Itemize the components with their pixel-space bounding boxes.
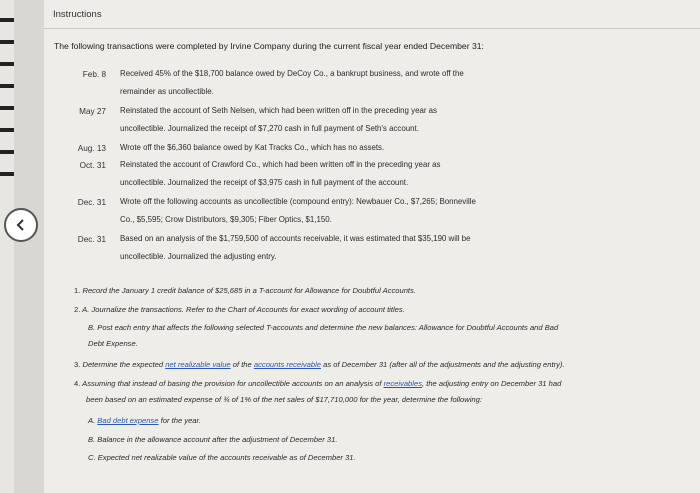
question-number: 1.: [74, 286, 81, 295]
tx-line: uncollectible. Journalized the receipt of $3,975 cash in full payment of the account.: [120, 178, 409, 187]
tx-text: [120, 193, 560, 229]
question-number: 2.: [74, 305, 81, 314]
tx-line: Reinstated the account of Crawford Co., which had been written off in the preceding year as: [120, 160, 441, 169]
instructions-panel: [44, 0, 700, 493]
question-number: 4.: [74, 379, 81, 388]
tx-line: Wrote off the $6,360 balance owed by Kat Tracks Co., which has no assets.: [120, 143, 385, 152]
question-4a: [88, 415, 201, 427]
tx-text: [120, 65, 560, 101]
tx-date: Oct. 31: [79, 161, 106, 170]
question-text: as of December 31 (after all of the adjustments and the adjusting entry).: [321, 360, 565, 369]
question-text: Determine the expected: [82, 360, 166, 369]
question-4: [74, 378, 684, 406]
intro-text: The following transactions were completed by Irvine Company during the current fiscal year ended December 31:: [54, 41, 484, 51]
question-text: A. Journalize the transactions. Refer to the Chart of Accounts for exact wording of account titles.: [82, 305, 405, 314]
tx-date: May 27: [79, 107, 106, 116]
question-4c: C. Expected net realizable value of the accounts receivable as of December 31.: [88, 453, 356, 462]
question-3: [74, 359, 565, 371]
edge-tick: [0, 40, 14, 44]
question-text: for the year.: [158, 416, 201, 425]
question-1: [74, 285, 416, 297]
back-button[interactable]: [4, 208, 38, 242]
question-text: Record the January 1 credit balance of $25,685 in a T-account for Allowance for Doubtful Accounts.: [82, 286, 416, 295]
edge-tick: [0, 150, 14, 154]
question-text: Assuming that instead of basing the provision for uncollectible accounts on an analysis of: [82, 379, 384, 388]
edge-tick: [0, 84, 14, 88]
tx-line: Reinstated the account of Seth Nelsen, which had been written off in the preceding year as: [120, 106, 437, 115]
tx-text: [120, 139, 560, 157]
tx-line: Wrote off the following accounts as uncollectible (compound entry): Newbauer Co., $7,265; Bonneville: [120, 197, 476, 206]
tx-line: Based on an analysis of the $1,759,500 of accounts receivable, it was estimated that $35,190 will be: [120, 234, 471, 243]
question-text: of the: [230, 360, 254, 369]
question-number: 3.: [74, 360, 81, 369]
edge-tick: [0, 172, 14, 176]
chevron-left-icon: [14, 218, 28, 232]
question-2b: [88, 322, 668, 350]
tx-line: uncollectible. Journalized the receipt of $7,270 cash in full payment of Seth's account.: [120, 124, 419, 133]
edge-tick: [0, 106, 14, 110]
question-text: Debt Expense.: [88, 339, 138, 348]
edge-tick: [0, 18, 14, 22]
edge-tick: [0, 62, 14, 66]
question-text: A.: [88, 416, 98, 425]
left-edge-bar: [0, 0, 14, 493]
tx-text: [120, 102, 560, 138]
tx-line: Received 45% of the $18,700 balance owed by DeCoy Co., a bankrupt business, and wrote off the: [120, 69, 464, 78]
tx-date: Aug. 13: [77, 144, 106, 153]
panel-title: Instructions: [53, 9, 102, 20]
question-text: , the adjusting entry on December 31 had: [422, 379, 562, 388]
question-2a: [74, 304, 405, 316]
tx-text: [120, 230, 560, 266]
question-text: been based on an estimated expense of ¾ of 1% of the net sales of $17,710,000 for the year, determine the following:: [86, 395, 482, 404]
receivables-link[interactable]: receivables: [383, 379, 422, 388]
tx-text: [120, 156, 560, 192]
tx-line: remainder as uncollectible.: [120, 87, 214, 96]
tx-line: uncollectible. Journalized the adjusting entry.: [120, 252, 277, 261]
tx-date: Feb. 8: [82, 70, 106, 79]
tx-date: Dec. 31: [77, 235, 106, 244]
edge-tick: [0, 128, 14, 132]
accounts-receivable-link[interactable]: accounts receivable: [253, 360, 321, 369]
question-4b: B. Balance in the allowance account after the adjustment of December 31.: [88, 435, 338, 444]
panel-header: [44, 0, 700, 29]
question-text: B. Post each entry that affects the following selected T-accounts and determine the new balances: Allowance for Doubtful Accounts and Bad: [88, 323, 559, 332]
tx-line: Co., $5,595; Crow Distributors, $9,305; Fiber Optics, $1,150.: [120, 215, 332, 224]
bad-debt-expense-link[interactable]: Bad debt expense: [97, 416, 159, 425]
net-realizable-value-link[interactable]: net realizable value: [165, 360, 231, 369]
tx-date: Dec. 31: [77, 198, 106, 207]
